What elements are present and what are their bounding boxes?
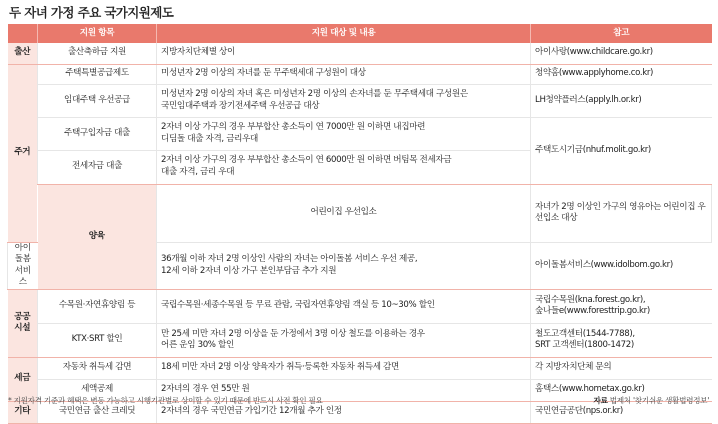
row-detail: 18세 미만 자녀 2명 이상 양육자가 취득·등록한 자동차 취득세 감면 xyxy=(157,357,531,379)
row-item: 임대주택 우선공급 xyxy=(38,84,157,117)
row-detail: 2자녀 이상 가구의 경우 부부합산 총소득이 연 6000만 원 이하면 버팀목 전세자금 대출 자격, 금리 우대 xyxy=(157,150,531,184)
category-housing: 주거 xyxy=(8,64,38,242)
row-ref: 국민연금공단(nps.or.kr) xyxy=(531,401,712,423)
row-item: 주택구입자금 대출 xyxy=(38,117,157,150)
row-item: 수목원·자연휴양림 등 xyxy=(38,289,157,323)
row-ref: 아이돌봄서비스(www.idolbom.go.kr) xyxy=(531,242,712,289)
row-detail: 2자녀의 경우 국민연금 가입기간 12개월 추가 인정 xyxy=(157,401,531,423)
category-birth: 출산 xyxy=(8,43,38,64)
table-row xyxy=(8,323,712,357)
row-item: 어린이집 우선입소 xyxy=(157,184,531,242)
row-ref: 주택도시기금(nhuf.molit.go.kr) xyxy=(531,117,712,184)
row-ref: 청약홈(www.applyhome.co.kr) xyxy=(531,64,712,84)
row-ref: 국립수목원(kna.forest.go.kr), 숲나들e(www.foresttrip.go.kr) xyxy=(531,289,712,323)
category-childcare: 양육 xyxy=(38,184,157,289)
source-text: 법제처 '찾기쉬운 생활법령정보' xyxy=(609,396,709,405)
table-header-row xyxy=(8,24,712,43)
table-row xyxy=(8,289,712,323)
row-detail: 자녀가 2명 이상인 가구의 영유아는 어린이집 우선입소 대상 xyxy=(531,184,712,242)
row-ref: 각 지방자치단체 문의 xyxy=(531,357,712,379)
row-detail: 국립수목원·세종수목원 등 무료 관람, 국립자연휴양림 객실 등 10~30% 할인 xyxy=(157,289,531,323)
row-item: 국민연금 출산 크레딧 xyxy=(38,401,157,423)
row-item: KTX·SRT 할인 xyxy=(38,323,157,357)
source-label: 자료 xyxy=(593,396,608,405)
row-ref: 홈택스(www.hometax.go.kr) xyxy=(531,379,712,401)
row-detail: 36개월 이하 자녀 2명 이상인 사람의 자녀는 아이돌봄 서비스 우선 제공, 12세 이하 2자녀 이상 가구 본인부담금 추가 지원 xyxy=(157,242,531,289)
category-other: 기타 xyxy=(8,401,38,423)
row-item: 전세자금 대출 xyxy=(38,150,157,184)
footnote: * 지원자격 기준과 혜택은 변동 가능하고 시행기관별로 상이할 수 있기 때문에 반드시 사전 확인 필요 xyxy=(8,396,323,405)
page-title: 두 자녀 가정 주요 국가지원제도 xyxy=(9,5,174,20)
row-item: 세액공제 xyxy=(38,379,157,401)
source-note xyxy=(594,395,709,406)
header-item: 지원 항목 xyxy=(38,24,157,43)
row-detail: 지방자치단체별 상이 xyxy=(157,43,531,64)
row-item: 출산축하금 지원 xyxy=(38,43,157,64)
support-table xyxy=(7,24,712,424)
table-row xyxy=(8,184,712,242)
row-detail: 미성년자 2명 이상의 자녀를 둔 무주택세대 구성원이 대상 xyxy=(157,64,531,84)
row-item: 아이돌봄서비스 xyxy=(8,242,38,289)
row-detail: 2자녀의 경우 연 55만 원 xyxy=(157,379,531,401)
row-detail: 만 25세 미만 자녀 2명 이상을 둔 가정에서 3명 이상 철도를 이용하는 경우 어른 운임 30% 할인 xyxy=(157,323,531,357)
header-ref: 참고 xyxy=(531,24,712,43)
category-public: 공공 시설 xyxy=(8,289,38,357)
row-detail: 미성년자 2명 이상의 자녀 혹은 미성년자 2명 이상의 손자녀를 둔 무주택세대 구성원은 국민임대주택과 장기전세주택 우선공급 대상 xyxy=(157,84,531,117)
row-ref: 아이사랑(www.childcare.go.kr) xyxy=(531,43,712,64)
row-item: 주택특별공급제도 xyxy=(38,64,157,84)
row-item: 자동차 취득세 감면 xyxy=(38,357,157,379)
table-row xyxy=(8,357,712,379)
row-ref: 철도고객센터(1544-7788), SRT 고객센터(1800-1472) xyxy=(531,323,712,357)
table-row xyxy=(8,117,712,150)
table-row xyxy=(8,64,712,84)
row-detail: 2자녀 이상 가구의 경우 부부합산 총소득이 연 7000만 원 이하면 내집마련 디딤돌 대출 자격, 금리우대 xyxy=(157,117,531,150)
table-row xyxy=(8,43,712,64)
header-empty xyxy=(8,24,38,43)
category-tax: 세금 xyxy=(8,357,38,401)
header-detail: 지원 대상 및 내용 xyxy=(157,24,531,43)
row-ref: LH청약플러스(apply.lh.or.kr) xyxy=(531,84,712,117)
table-row xyxy=(8,84,712,117)
